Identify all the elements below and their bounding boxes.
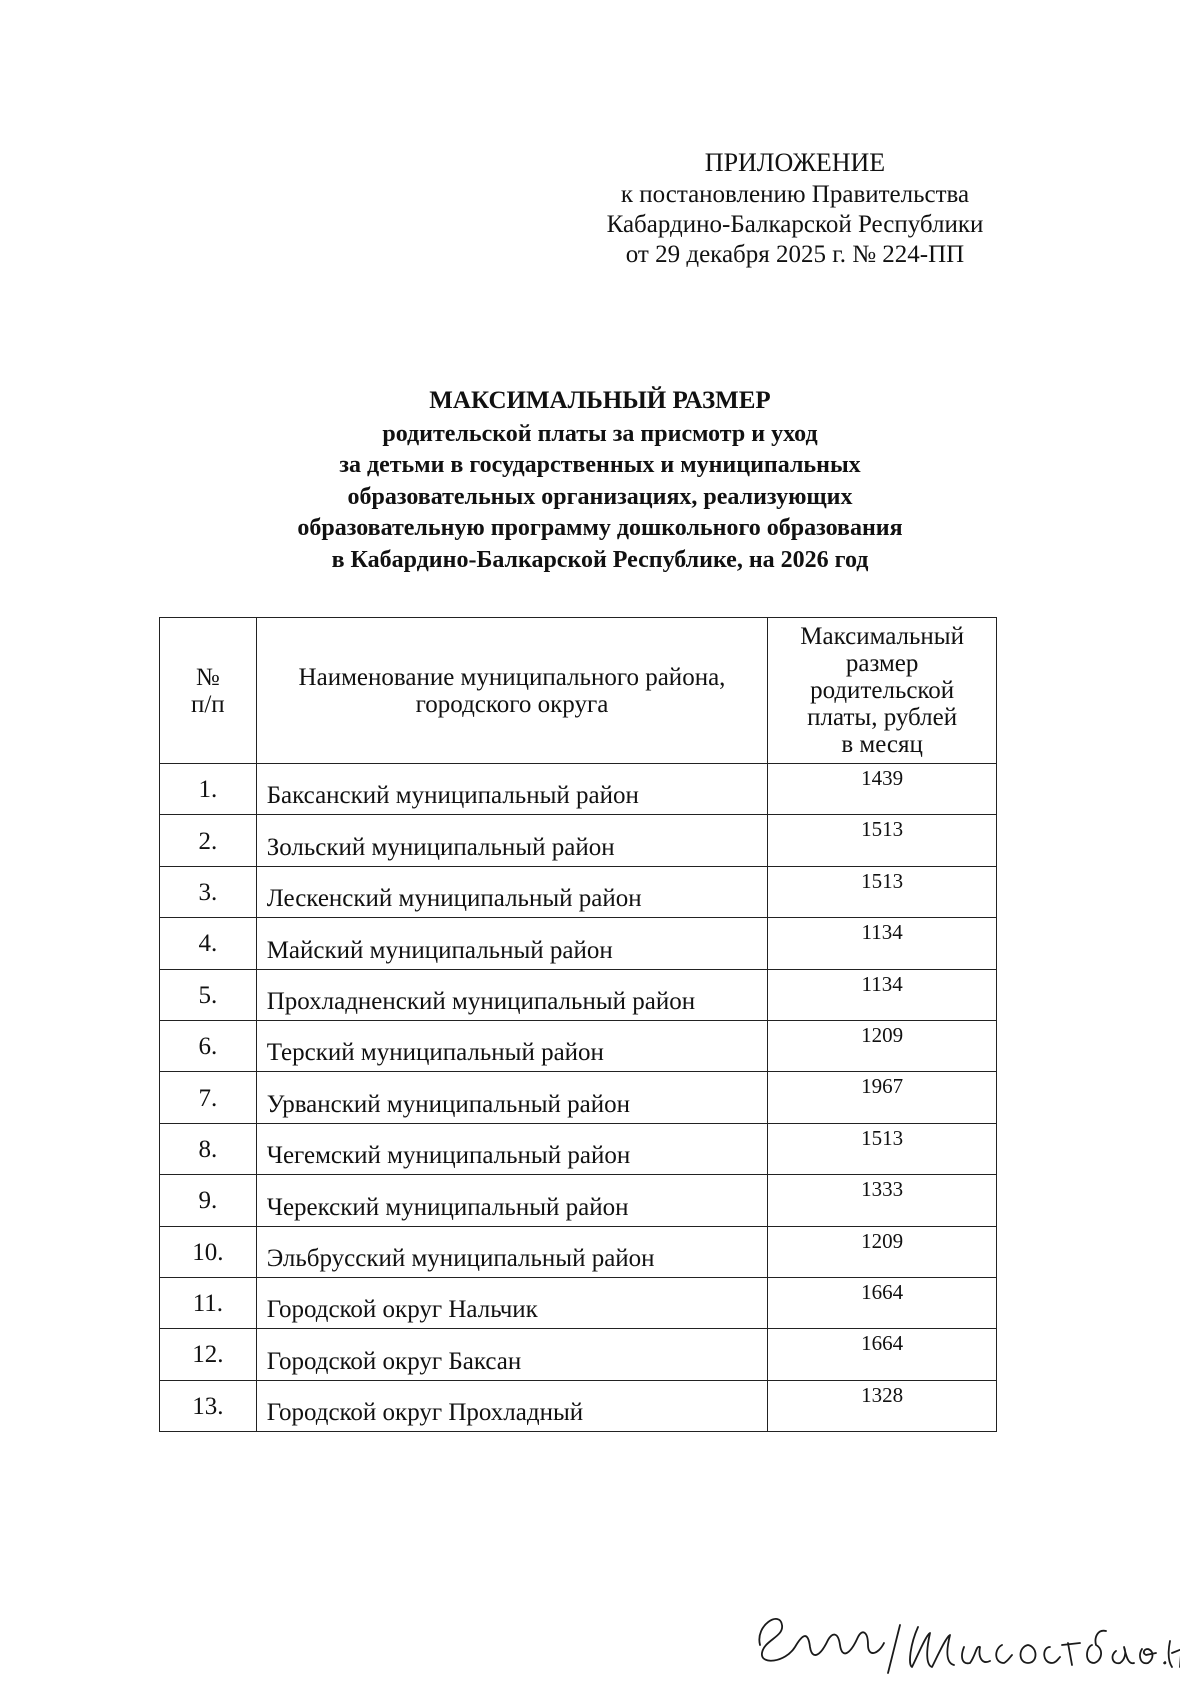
- row-number: 13.: [160, 1380, 257, 1431]
- row-value: 1664: [768, 1277, 997, 1328]
- row-name: Эльбрусский муниципальный район: [256, 1226, 768, 1277]
- table-row: [160, 1226, 997, 1277]
- document-title-line-1: родительской платы за присмотр и уход: [382, 420, 818, 447]
- row-value: 1967: [768, 1072, 997, 1123]
- row-number: 1.: [160, 764, 257, 815]
- row-name: Терский муниципальный район: [256, 1020, 768, 1071]
- row-name: Майский муниципальный район: [256, 918, 768, 969]
- document-main-title: МАКСИМАЛЬНЫЙ РАЗМЕР: [429, 387, 771, 414]
- header-number: [160, 618, 257, 764]
- row-value: 1328: [768, 1380, 997, 1431]
- appendix-line-1: к постановлению Правительства: [620, 181, 970, 208]
- header-name: [256, 618, 768, 764]
- table-row: [160, 764, 997, 815]
- header-number-line-2: п/п: [190, 690, 225, 718]
- row-name: Урванский муниципальный район: [256, 1072, 768, 1123]
- table-row: [160, 1329, 997, 1380]
- row-number: 9.: [160, 1175, 257, 1226]
- row-value: 1513: [768, 815, 997, 866]
- appendix-header: [560, 148, 1030, 270]
- appendix-line-2: Кабардино-Балкарской Республики: [606, 211, 984, 238]
- row-name: Зольский муниципальный район: [256, 815, 768, 866]
- table-row: [160, 1123, 997, 1174]
- row-value: 1134: [768, 969, 997, 1020]
- header-value-line-3: родительской: [810, 677, 955, 704]
- row-value: 1513: [768, 866, 997, 917]
- row-value: 1134: [768, 918, 997, 969]
- row-number: 7.: [160, 1072, 257, 1123]
- header-value-line-2: размер: [845, 650, 919, 677]
- handwritten-signature: [750, 1585, 1180, 1680]
- document-title-line-5: в Кабардино-Балкарской Республике, на 2026 год: [331, 546, 869, 573]
- row-value: 1209: [768, 1226, 997, 1277]
- table-row: [160, 969, 997, 1020]
- table-header-row: [160, 618, 997, 764]
- fee-table-container: [159, 617, 997, 1432]
- document-title: [230, 385, 970, 576]
- row-name: Городской округ Прохладный: [256, 1380, 768, 1431]
- row-name: Прохладненский муниципальный район: [256, 969, 768, 1020]
- row-number: 10.: [160, 1226, 257, 1277]
- document-title-line-3: образовательных организациях, реализующих: [347, 483, 853, 510]
- row-number: 12.: [160, 1329, 257, 1380]
- row-number: 8.: [160, 1123, 257, 1174]
- table-row: [160, 1380, 997, 1431]
- fee-table: [159, 617, 997, 1432]
- row-value: 1664: [768, 1329, 997, 1380]
- header-name-line-2: городского округа: [415, 690, 609, 718]
- row-number: 2.: [160, 815, 257, 866]
- row-value: 1439: [768, 764, 997, 815]
- row-number: 5.: [160, 969, 257, 1020]
- row-number: 6.: [160, 1020, 257, 1071]
- row-number: 11.: [160, 1277, 257, 1328]
- row-name: Городской округ Нальчик: [256, 1277, 768, 1328]
- header-value-line-4: платы, рублей: [807, 704, 958, 731]
- appendix-line-3: от 29 декабря 2025 г. № 224-ПП: [625, 241, 965, 268]
- document-title-line-4: образовательную программу дошкольного образования: [297, 515, 903, 541]
- table-row: [160, 1277, 997, 1328]
- row-name: Городской округ Баксан: [256, 1329, 768, 1380]
- table-row: [160, 815, 997, 866]
- table-row: [160, 1175, 997, 1226]
- header-value-line-5: в месяц: [841, 731, 923, 758]
- table-row: [160, 1072, 997, 1123]
- header-value: [768, 618, 997, 764]
- header-name-line-1: Наименование муниципального района,: [298, 663, 726, 691]
- row-name: Лескенский муниципальный район: [256, 866, 768, 917]
- row-name: Чегемский муниципальный район: [256, 1123, 768, 1174]
- row-value: 1513: [768, 1123, 997, 1174]
- appendix-title: ПРИЛОЖЕНИЕ: [704, 148, 886, 177]
- header-value-line-1: Максимальный: [800, 623, 964, 650]
- signature-drawing: [750, 1585, 1180, 1680]
- row-value: 1209: [768, 1020, 997, 1071]
- row-number: 3.: [160, 866, 257, 917]
- header-number-line-1: №: [195, 663, 220, 691]
- row-number: 4.: [160, 918, 257, 969]
- row-value: 1333: [768, 1175, 997, 1226]
- table-row: [160, 918, 997, 969]
- row-name: Черекский муниципальный район: [256, 1175, 768, 1226]
- document-title-line-2: за детьми в государственных и муниципальных: [339, 452, 861, 478]
- table-row: [160, 866, 997, 917]
- table-row: [160, 1020, 997, 1071]
- row-name: Баксанский муниципальный район: [256, 764, 768, 815]
